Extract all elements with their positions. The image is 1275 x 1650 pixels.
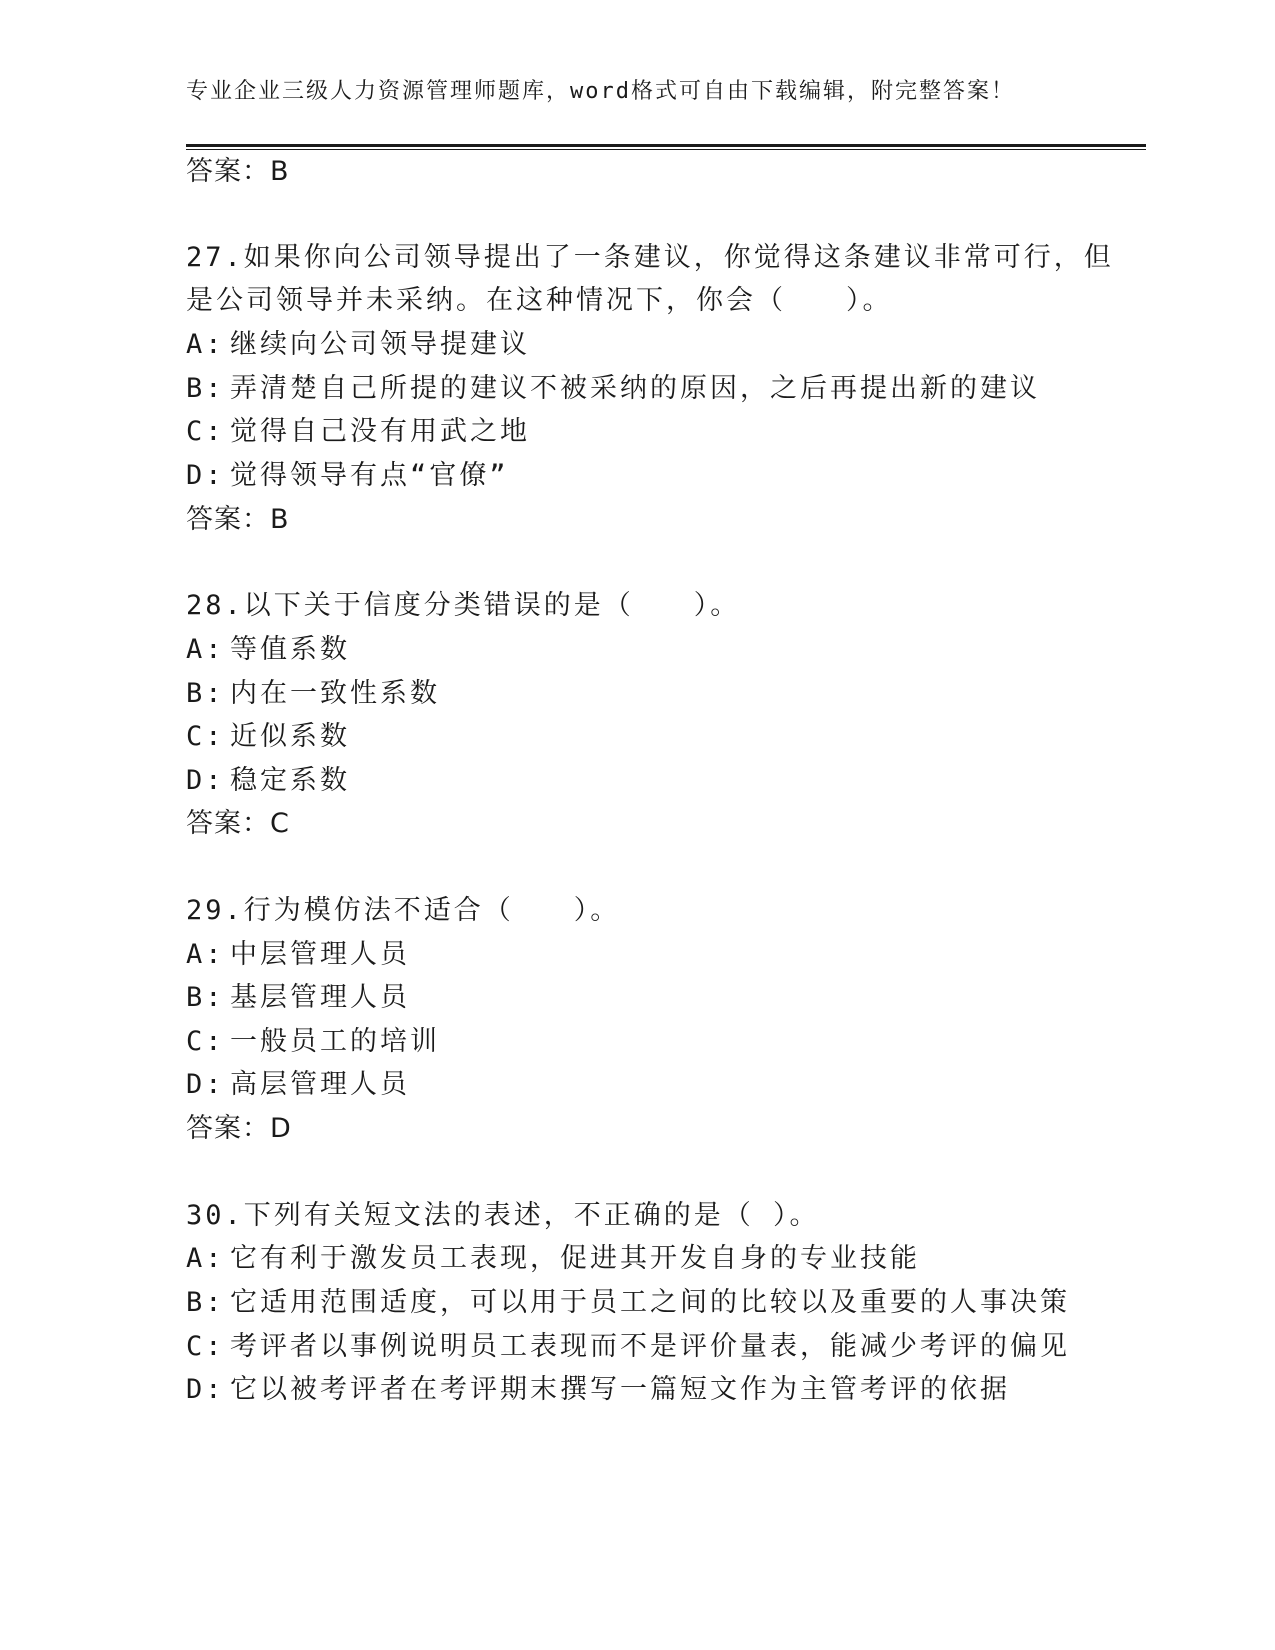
question-30-stem: 30.下列有关短文法的表述，不正确的是（ ）。 — [186, 1200, 820, 1231]
page-header: 专业企业三级人力资源管理师题库，word格式可自由下载编辑，附完整答案！ — [186, 79, 1015, 104]
option-text: 考评者以事例说明员工表现而不是评价量表，能减少考评的偏见 — [230, 1331, 1070, 1362]
option-text: 弄清楚自己所提的建议不被采纳的原因，之后再提出新的建议 — [230, 373, 1040, 404]
question-28-option-b — [186, 676, 440, 712]
question-27-stem-line-1: 27.如果你向公司领导提出了一条建议，你觉得这条建议非常可行，但 — [186, 242, 1114, 273]
question-28-option-d — [186, 763, 350, 799]
option-text: 内在一致性系数 — [230, 678, 440, 709]
question-30-option-d — [186, 1372, 1010, 1408]
question-29-option-b — [186, 980, 410, 1016]
option-letter: A: — [186, 939, 225, 970]
answer-28: 答案：C — [186, 808, 290, 839]
question-27-option-a — [186, 327, 530, 363]
option-letter: B: — [186, 1287, 225, 1318]
question-29-option-c — [186, 1024, 440, 1060]
option-letter: B: — [186, 373, 225, 404]
option-text: 等值系数 — [230, 634, 350, 665]
option-letter: C: — [186, 1331, 225, 1362]
question-28-option-c — [186, 719, 350, 755]
option-text: 觉得自己没有用武之地 — [230, 416, 530, 447]
header-rule-thin — [186, 149, 1146, 150]
option-text: 基层管理人员 — [230, 982, 410, 1013]
option-letter: C: — [186, 1026, 225, 1057]
question-27-stem-line-2: 是公司领导并未采纳。在这种情况下，你会（ ）。 — [186, 285, 893, 316]
option-letter: D: — [186, 460, 225, 491]
header-rule-thick — [186, 144, 1146, 147]
question-30-option-c — [186, 1329, 1070, 1365]
question-29-option-a — [186, 937, 410, 973]
option-text: 近似系数 — [230, 721, 350, 752]
question-27-option-d — [186, 458, 509, 494]
question-28-stem: 28.以下关于信度分类错误的是（ ）。 — [186, 590, 741, 621]
question-28-option-a — [186, 632, 350, 668]
option-letter: A: — [186, 1243, 225, 1274]
answer-26: 答案：B — [186, 156, 290, 187]
option-text: 一般员工的培训 — [230, 1026, 440, 1057]
answer-27: 答案：B — [186, 504, 290, 535]
option-letter: C: — [186, 721, 225, 752]
option-letter: D: — [186, 765, 225, 796]
option-text: 它以被考评者在考评期末撰写一篇短文作为主管考评的依据 — [230, 1374, 1010, 1405]
option-text: 它适用范围适度，可以用于员工之间的比较以及重要的人事决策 — [230, 1287, 1070, 1318]
question-30-option-a — [186, 1241, 920, 1277]
option-text: 觉得领导有点“官僚” — [230, 460, 509, 491]
option-letter: D: — [186, 1374, 225, 1405]
option-text: 它有利于激发员工表现，促进其开发自身的专业技能 — [230, 1243, 920, 1274]
answer-29: 答案：D — [186, 1113, 292, 1144]
option-text: 继续向公司领导提建议 — [230, 329, 530, 360]
question-27-option-c — [186, 414, 530, 450]
option-text: 中层管理人员 — [230, 939, 410, 970]
question-29-option-d — [186, 1067, 410, 1103]
option-letter: B: — [186, 982, 225, 1013]
option-letter: D: — [186, 1069, 225, 1100]
option-letter: B: — [186, 678, 225, 709]
question-30-option-b — [186, 1285, 1070, 1321]
question-29-stem: 29.行为模仿法不适合（ ）。 — [186, 895, 621, 926]
option-text: 高层管理人员 — [230, 1069, 410, 1100]
option-letter: C: — [186, 416, 225, 447]
question-27-option-b — [186, 371, 1040, 407]
option-letter: A: — [186, 634, 225, 665]
option-text: 稳定系数 — [230, 765, 350, 796]
option-letter: A: — [186, 329, 225, 360]
